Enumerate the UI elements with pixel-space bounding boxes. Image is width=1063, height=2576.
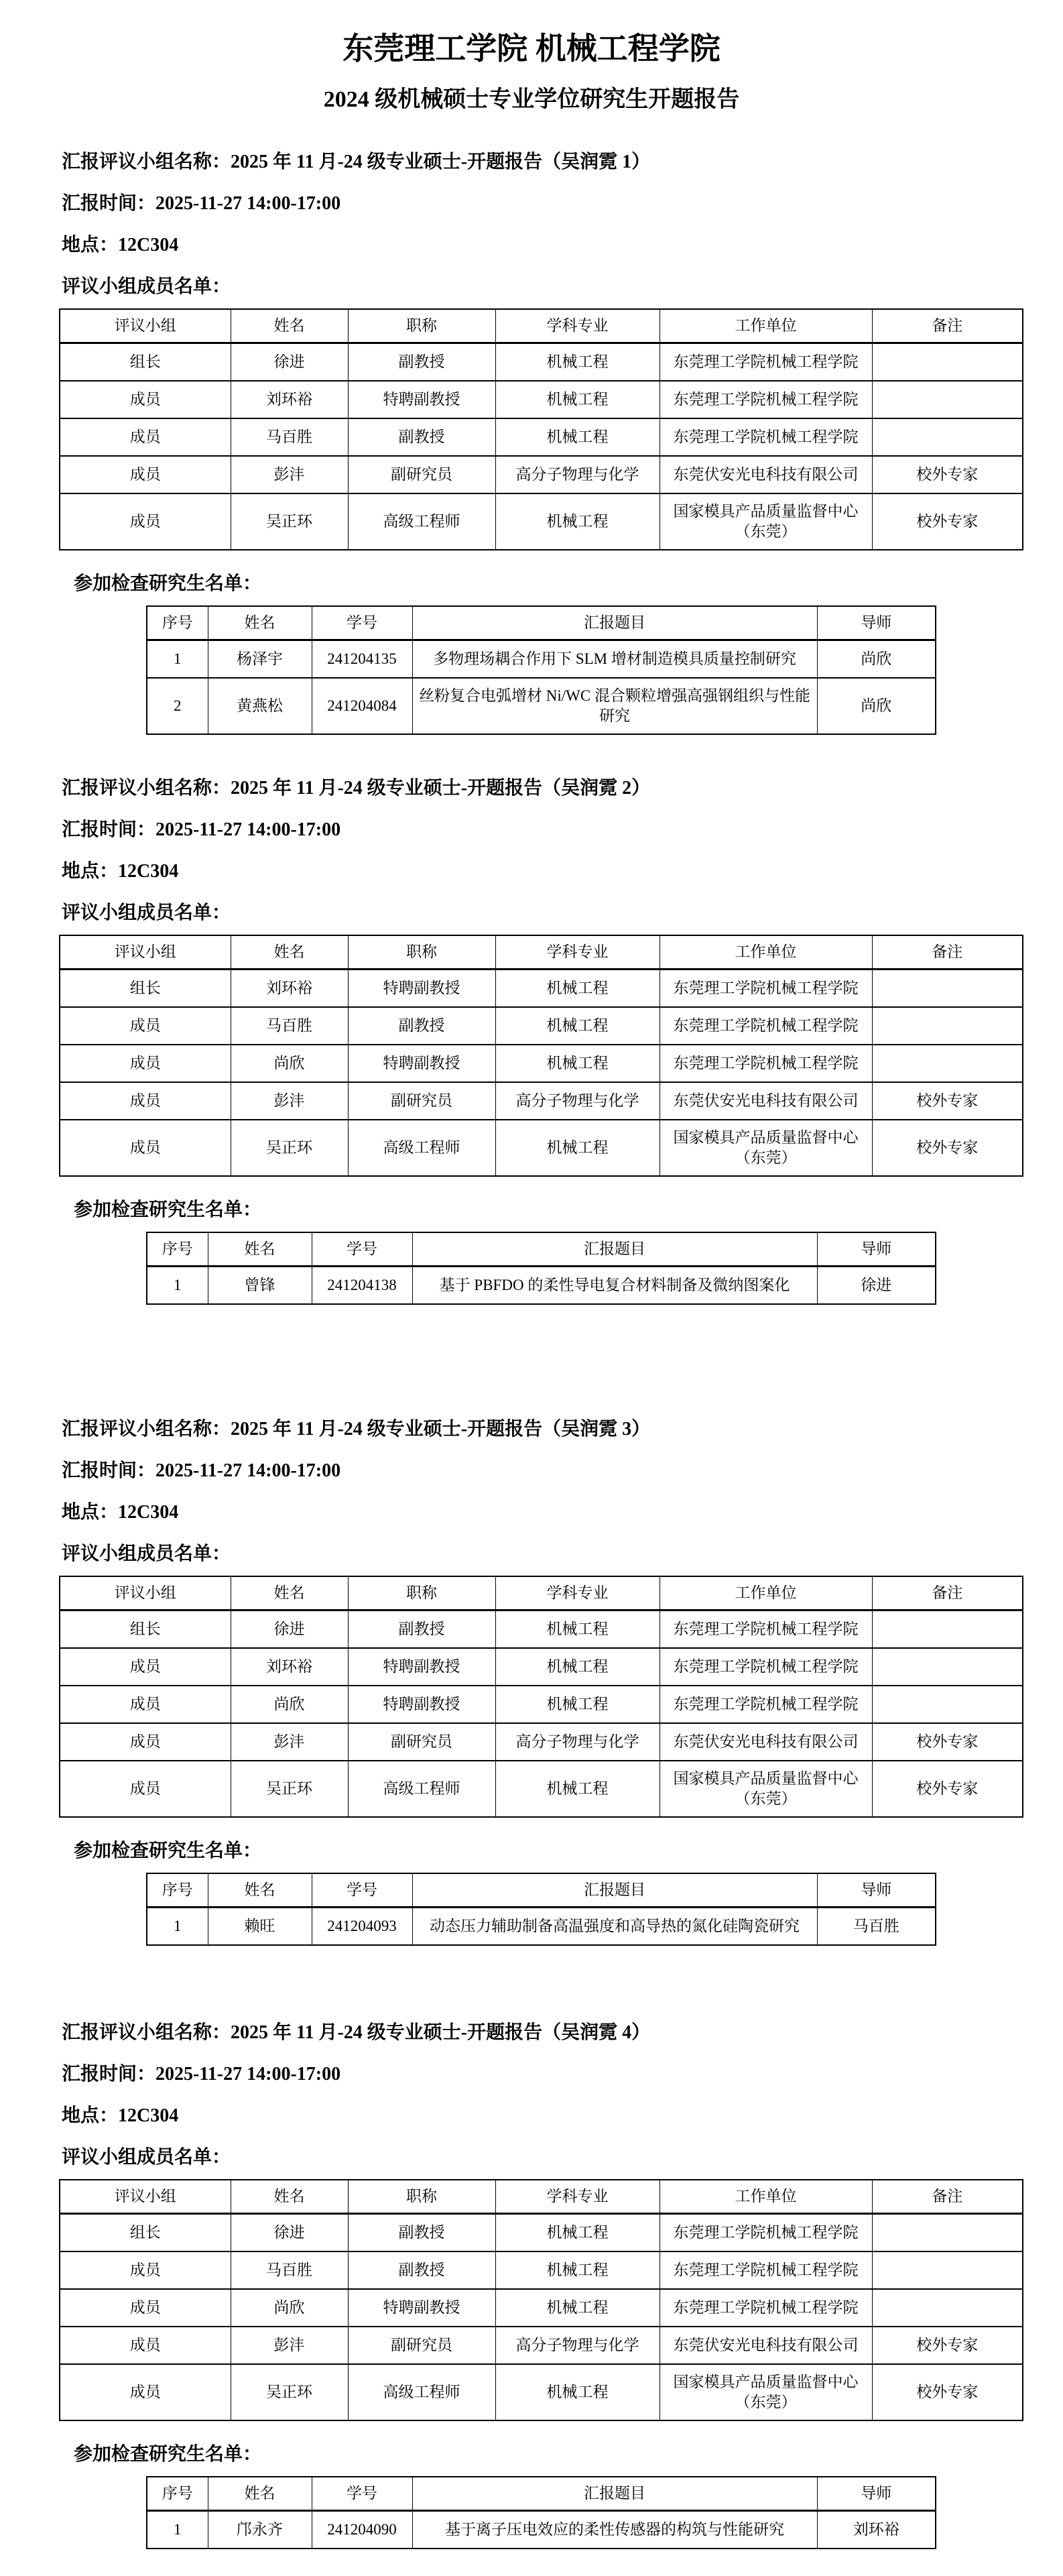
table-header [60, 2180, 1023, 2214]
column-header: 备注 [872, 1576, 1023, 1611]
table-cell: 成员 [60, 381, 231, 418]
table-cell: 吴正环 [231, 493, 348, 550]
table-cell: 刘环裕 [231, 1648, 348, 1686]
table-cell: 东莞理工学院机械工程学院 [660, 2289, 872, 2327]
table-cell: 刘环裕 [231, 970, 348, 1008]
table-cell: 徐进 [231, 2214, 348, 2252]
table-cell: 241204093 [312, 1908, 412, 1946]
location-value: 12C304 [118, 2105, 179, 2126]
group-name-line [62, 1417, 1063, 1442]
table-cell: 高分子物理与化学 [495, 1082, 660, 1120]
location-line [62, 233, 1063, 257]
table-cell: 尚欣 [817, 678, 936, 734]
column-header: 序号 [147, 606, 208, 640]
column-header: 姓名 [231, 1576, 348, 1611]
table-header-row [60, 935, 1023, 970]
column-header: 汇报题目 [412, 606, 817, 640]
table-cell: 副研究员 [348, 456, 495, 493]
table-cell: 1 [147, 640, 208, 679]
table-cell: 动态压力辅助制备高温强度和高导热的氮化硅陶瓷研究 [412, 1908, 817, 1946]
table-cell: 机械工程 [495, 1007, 660, 1045]
location-value: 12C304 [118, 235, 179, 255]
table-cell: 校外专家 [872, 2327, 1023, 2364]
table-row [60, 2251, 1023, 2289]
group-name-value: 2025 年 11 月-24 级专业硕士-开题报告（吴润霓 2） [231, 778, 651, 799]
table-cell: 成员 [60, 1648, 231, 1686]
table-body [147, 1908, 936, 1946]
table-cell [872, 2214, 1023, 2252]
location-label: 地点： [62, 235, 119, 255]
table-cell: 马百胜 [231, 1007, 348, 1045]
table-cell: 特聘副教授 [348, 381, 495, 418]
table-cell: 成员 [60, 1120, 231, 1176]
location-value: 12C304 [118, 1502, 179, 1523]
table-row [60, 1120, 1023, 1176]
table-cell: 1 [147, 1267, 208, 1305]
table-cell: 成员 [60, 1082, 231, 1120]
table-cell: 徐进 [231, 343, 348, 382]
students-list-label: 参加检查研究生名单： [74, 1199, 262, 1220]
table-cell: 机械工程 [495, 1120, 660, 1176]
table-cell: 多物理场耦合作用下 SLM 增材制造模具质量控制研究 [412, 640, 817, 679]
group-name-value: 2025 年 11 月-24 级专业硕士-开题报告（吴润霓 1） [231, 152, 651, 172]
table-cell: 东莞伏安光电科技有限公司 [660, 456, 872, 493]
table-cell: 机械工程 [495, 2289, 660, 2327]
column-header: 工作单位 [660, 1576, 872, 1611]
table-header [147, 1873, 936, 1908]
column-header: 学号 [312, 1232, 412, 1267]
table-cell: 尚欣 [231, 1045, 348, 1082]
table-row [147, 2511, 936, 2549]
table-header-row [147, 1232, 936, 1267]
table-row [60, 1007, 1023, 1045]
table-cell: 特聘副教授 [348, 1045, 495, 1082]
table-cell: 241204090 [312, 2511, 412, 2549]
table-cell: 基于 PBFDO 的柔性导电复合材料制备及微纳图案化 [412, 1267, 817, 1305]
table-cell: 东莞理工学院机械工程学院 [660, 418, 872, 456]
table-cell [872, 2289, 1023, 2327]
column-header: 评议小组 [60, 935, 231, 970]
report-section-1 [0, 150, 1063, 735]
table-row [147, 1908, 936, 1946]
table-cell: 徐进 [231, 1611, 348, 1649]
table-cell: 基于离子压电效应的柔性传感器的构筑与性能研究 [412, 2511, 817, 2549]
students-table [146, 1232, 936, 1305]
table-cell: 副教授 [348, 2251, 495, 2289]
column-header: 姓名 [231, 2180, 348, 2214]
table-cell: 东莞理工学院机械工程学院 [660, 970, 872, 1008]
column-header: 导师 [817, 1873, 936, 1908]
column-header: 学科专业 [495, 935, 660, 970]
table-row [60, 1686, 1023, 1723]
members-list-label: 评议小组成员名单： [62, 1543, 231, 1564]
report-time-label: 汇报时间： [62, 819, 156, 840]
students-table [146, 2476, 936, 2549]
table-row [60, 456, 1023, 493]
column-header: 评议小组 [60, 309, 231, 343]
table-row [60, 2214, 1023, 2252]
table-cell: 高级工程师 [348, 2364, 495, 2420]
table-header [60, 1576, 1023, 1611]
table-cell: 成员 [60, 456, 231, 493]
table-row [60, 1723, 1023, 1761]
table-body [60, 1611, 1023, 1818]
table-cell: 副教授 [348, 343, 495, 382]
table-cell: 校外专家 [872, 493, 1023, 550]
table-row [60, 2364, 1023, 2420]
members-list-label: 评议小组成员名单： [62, 2147, 231, 2168]
table-cell: 机械工程 [495, 493, 660, 550]
table-cell [872, 2251, 1023, 2289]
column-header: 工作单位 [660, 935, 872, 970]
column-header: 备注 [872, 2180, 1023, 2214]
table-cell: 成员 [60, 1045, 231, 1082]
table-header-row [147, 606, 936, 640]
table-row [60, 1082, 1023, 1120]
table-cell [872, 1686, 1023, 1723]
students-list-label: 参加检查研究生名单： [74, 2444, 262, 2465]
table-row [147, 678, 936, 734]
report-time-value: 2025-11-27 14:00-17:00 [155, 1460, 341, 1481]
table-row [60, 2327, 1023, 2364]
table-cell: 成员 [60, 2327, 231, 2364]
report-time-line [62, 818, 1063, 842]
table-cell [872, 1611, 1023, 1649]
table-cell: 彭沣 [231, 1082, 348, 1120]
review-group-members-table [59, 935, 1023, 1177]
column-header: 评议小组 [60, 2180, 231, 2214]
location-value: 12C304 [118, 861, 179, 882]
document-subtitle: 2024 级机械硕士专业学位研究生开题报告 [323, 86, 740, 112]
location-label: 地点： [62, 861, 119, 882]
column-header: 职称 [348, 1576, 495, 1611]
table-cell [872, 1648, 1023, 1686]
column-header: 序号 [147, 1232, 208, 1267]
table-body [60, 343, 1023, 550]
report-time-value: 2025-11-27 14:00-17:00 [155, 2064, 341, 2085]
table-header-row [60, 309, 1023, 343]
column-header: 学号 [312, 2477, 412, 2511]
table-cell: 成员 [60, 2364, 231, 2420]
table-cell: 国家模具产品质量监督中心（东莞） [660, 2364, 872, 2420]
table-row [147, 1267, 936, 1305]
table-cell [872, 381, 1023, 418]
report-time-value: 2025-11-27 14:00-17:00 [155, 819, 341, 840]
column-header: 职称 [348, 2180, 495, 2214]
table-row [60, 1611, 1023, 1649]
table-cell: 校外专家 [872, 1761, 1023, 1817]
column-header: 导师 [817, 606, 936, 640]
students-table [146, 605, 936, 735]
table-cell: 彭沣 [231, 2327, 348, 2364]
table-cell: 尚欣 [231, 2289, 348, 2327]
table-cell: 校外专家 [872, 2364, 1023, 2420]
column-header: 学科专业 [495, 2180, 660, 2214]
table-cell: 副教授 [348, 1007, 495, 1045]
table-cell: 校外专家 [872, 1723, 1023, 1761]
column-header: 备注 [872, 309, 1023, 343]
table-cell: 东莞理工学院机械工程学院 [660, 2214, 872, 2252]
table-cell: 241204135 [312, 640, 412, 679]
column-header: 职称 [348, 309, 495, 343]
table-cell: 徐进 [817, 1267, 936, 1305]
location-label: 地点： [62, 2105, 119, 2126]
table-row [60, 493, 1023, 550]
table-cell: 成员 [60, 1723, 231, 1761]
table-row [60, 343, 1023, 382]
table-cell: 机械工程 [495, 1045, 660, 1082]
table-cell: 机械工程 [495, 2214, 660, 2252]
students-list-label: 参加检查研究生名单： [74, 573, 262, 594]
table-cell: 机械工程 [495, 343, 660, 382]
table-row [60, 2289, 1023, 2327]
members-list-label: 评议小组成员名单： [62, 276, 231, 297]
table-header-row [60, 1576, 1023, 1611]
table-cell: 东莞伏安光电科技有限公司 [660, 1082, 872, 1120]
table-cell: 尚欣 [231, 1686, 348, 1723]
table-cell [872, 1007, 1023, 1045]
column-header: 学科专业 [495, 1576, 660, 1611]
table-cell: 特聘副教授 [348, 2289, 495, 2327]
table-row [60, 381, 1023, 418]
column-header: 学号 [312, 1873, 412, 1908]
table-cell: 黄燕松 [208, 678, 312, 734]
table-cell: 东莞伏安光电科技有限公司 [660, 2327, 872, 2364]
table-cell: 东莞理工学院机械工程学院 [660, 2251, 872, 2289]
table-cell: 高分子物理与化学 [495, 1723, 660, 1761]
location-label: 地点： [62, 1502, 119, 1523]
table-cell: 马百胜 [817, 1908, 936, 1946]
table-cell: 2 [147, 678, 208, 734]
report-section-4 [0, 2021, 1063, 2549]
table-cell: 特聘副教授 [348, 970, 495, 1008]
group-name-value: 2025 年 11 月-24 级专业硕士-开题报告（吴润霓 3） [231, 1419, 651, 1440]
table-cell: 彭沣 [231, 1723, 348, 1761]
column-header: 评议小组 [60, 1576, 231, 1611]
group-name-label: 汇报评议小组名称： [62, 152, 231, 172]
table-cell: 机械工程 [495, 970, 660, 1008]
table-cell: 东莞伏安光电科技有限公司 [660, 1723, 872, 1761]
location-line [62, 860, 1063, 884]
report-section-3 [0, 1417, 1063, 1946]
table-body [147, 640, 936, 735]
table-header [60, 309, 1023, 343]
report-time-label: 汇报时间： [62, 1460, 156, 1481]
table-cell: 高级工程师 [348, 493, 495, 550]
table-cell: 高分子物理与化学 [495, 2327, 660, 2364]
review-group-members-table [59, 2179, 1023, 2421]
column-header: 汇报题目 [412, 2477, 817, 2511]
group-name-label: 汇报评议小组名称： [62, 778, 231, 799]
report-time-value: 2025-11-27 14:00-17:00 [155, 193, 341, 214]
students-list-label: 参加检查研究生名单： [74, 1840, 262, 1861]
column-header: 汇报题目 [412, 1873, 817, 1908]
table-row [60, 1761, 1023, 1817]
table-cell: 曾锋 [208, 1267, 312, 1305]
column-header: 学科专业 [495, 309, 660, 343]
table-cell: 马百胜 [231, 2251, 348, 2289]
table-cell: 国家模具产品质量监督中心（东莞） [660, 1761, 872, 1817]
column-header: 职称 [348, 935, 495, 970]
column-header: 序号 [147, 2477, 208, 2511]
table-cell: 1 [147, 1908, 208, 1946]
column-header: 工作单位 [660, 2180, 872, 2214]
table-cell: 东莞理工学院机械工程学院 [660, 1611, 872, 1649]
table-cell: 东莞理工学院机械工程学院 [660, 1648, 872, 1686]
table-cell: 校外专家 [872, 1120, 1023, 1176]
table-header [147, 606, 936, 640]
table-cell: 吴正环 [231, 1120, 348, 1176]
table-cell: 杨泽宇 [208, 640, 312, 679]
table-cell: 马百胜 [231, 418, 348, 456]
table-row [60, 418, 1023, 456]
table-header [147, 2477, 936, 2511]
table-cell: 副研究员 [348, 1082, 495, 1120]
table-cell: 高分子物理与化学 [495, 456, 660, 493]
table-cell: 241204084 [312, 678, 412, 734]
table-cell: 组长 [60, 343, 231, 382]
table-cell: 1 [147, 2511, 208, 2549]
table-cell: 东莞理工学院机械工程学院 [660, 1007, 872, 1045]
table-cell: 国家模具产品质量监督中心（东莞） [660, 1120, 872, 1176]
table-row [60, 970, 1023, 1008]
group-name-line [62, 150, 1063, 174]
table-cell: 机械工程 [495, 1761, 660, 1817]
document-title: 东莞理工学院 机械工程学院 [342, 32, 721, 66]
report-time-line [62, 192, 1063, 216]
table-cell: 成员 [60, 2289, 231, 2327]
table-cell: 成员 [60, 418, 231, 456]
table-body [147, 1267, 936, 1305]
table-cell: 组长 [60, 2214, 231, 2252]
table-cell: 成员 [60, 1761, 231, 1817]
table-cell: 机械工程 [495, 1648, 660, 1686]
column-header: 学号 [312, 606, 412, 640]
table-cell: 组长 [60, 1611, 231, 1649]
column-header: 工作单位 [660, 309, 872, 343]
table-cell [872, 970, 1023, 1008]
column-header: 备注 [872, 935, 1023, 970]
group-name-label: 汇报评议小组名称： [62, 1419, 231, 1440]
table-cell: 刘环裕 [817, 2511, 936, 2549]
table-cell: 东莞理工学院机械工程学院 [660, 1686, 872, 1723]
members-list-label: 评议小组成员名单： [62, 902, 231, 923]
table-cell: 副研究员 [348, 1723, 495, 1761]
location-line [62, 2104, 1063, 2128]
table-cell: 东莞理工学院机械工程学院 [660, 1045, 872, 1082]
report-time-line [62, 2062, 1063, 2087]
table-cell: 高级工程师 [348, 1761, 495, 1817]
table-cell: 彭沣 [231, 456, 348, 493]
column-header: 姓名 [208, 1873, 312, 1908]
column-header: 序号 [147, 1873, 208, 1908]
table-cell: 尚欣 [817, 640, 936, 679]
table-cell: 邝永齐 [208, 2511, 312, 2549]
table-cell: 东莞理工学院机械工程学院 [660, 381, 872, 418]
table-cell: 241204138 [312, 1267, 412, 1305]
table-cell: 机械工程 [495, 2251, 660, 2289]
table-header [60, 935, 1023, 970]
table-header-row [60, 2180, 1023, 2214]
table-row [60, 1648, 1023, 1686]
column-header: 导师 [817, 2477, 936, 2511]
table-row [147, 640, 936, 679]
table-body [147, 2511, 936, 2549]
table-body [60, 970, 1023, 1177]
table-cell: 吴正环 [231, 2364, 348, 2420]
table-header [147, 1232, 936, 1267]
table-cell: 机械工程 [495, 418, 660, 456]
table-cell: 副教授 [348, 2214, 495, 2252]
table-cell: 副研究员 [348, 2327, 495, 2364]
group-name-line [62, 776, 1063, 801]
students-table [146, 1873, 936, 1946]
table-cell: 赖旺 [208, 1908, 312, 1946]
table-header-row [147, 1873, 936, 1908]
table-cell: 成员 [60, 2251, 231, 2289]
table-cell: 高级工程师 [348, 1120, 495, 1176]
table-cell [872, 418, 1023, 456]
table-cell: 成员 [60, 1007, 231, 1045]
table-cell: 副教授 [348, 418, 495, 456]
location-line [62, 1501, 1063, 1525]
column-header: 姓名 [208, 2477, 312, 2511]
table-cell: 机械工程 [495, 1611, 660, 1649]
table-header-row [147, 2477, 936, 2511]
table-cell [872, 343, 1023, 382]
table-cell: 组长 [60, 970, 231, 1008]
column-header: 汇报题目 [412, 1232, 817, 1267]
table-cell: 成员 [60, 1686, 231, 1723]
table-cell: 特聘副教授 [348, 1686, 495, 1723]
report-section-2 [0, 776, 1063, 1305]
report-time-label: 汇报时间： [62, 193, 156, 214]
table-cell: 成员 [60, 493, 231, 550]
column-header: 姓名 [231, 935, 348, 970]
column-header: 姓名 [231, 309, 348, 343]
column-header: 姓名 [208, 606, 312, 640]
table-row [60, 1045, 1023, 1082]
table-cell: 国家模具产品质量监督中心（东莞） [660, 493, 872, 550]
table-cell: 副教授 [348, 1611, 495, 1649]
table-cell: 东莞理工学院机械工程学院 [660, 343, 872, 382]
column-header: 姓名 [208, 1232, 312, 1267]
table-cell: 机械工程 [495, 1686, 660, 1723]
report-time-label: 汇报时间： [62, 2064, 156, 2085]
table-cell: 特聘副教授 [348, 1648, 495, 1686]
table-cell: 丝粉复合电弧增材 Ni/WC 混合颗粒增强高强钢组织与性能研究 [412, 678, 817, 734]
table-cell: 吴正环 [231, 1761, 348, 1817]
group-name-label: 汇报评议小组名称： [62, 2022, 231, 2043]
report-time-line [62, 1459, 1063, 1483]
column-header: 导师 [817, 1232, 936, 1267]
table-cell: 刘环裕 [231, 381, 348, 418]
table-cell: 机械工程 [495, 2364, 660, 2420]
review-group-members-table [59, 308, 1023, 550]
table-cell: 机械工程 [495, 381, 660, 418]
group-name-line [62, 2021, 1063, 2045]
group-name-value: 2025 年 11 月-24 级专业硕士-开题报告（吴润霓 4） [231, 2022, 651, 2043]
table-body [60, 2214, 1023, 2421]
table-cell [872, 1045, 1023, 1082]
table-cell: 校外专家 [872, 1082, 1023, 1120]
table-cell: 校外专家 [872, 456, 1023, 493]
review-group-members-table [59, 1576, 1023, 1818]
